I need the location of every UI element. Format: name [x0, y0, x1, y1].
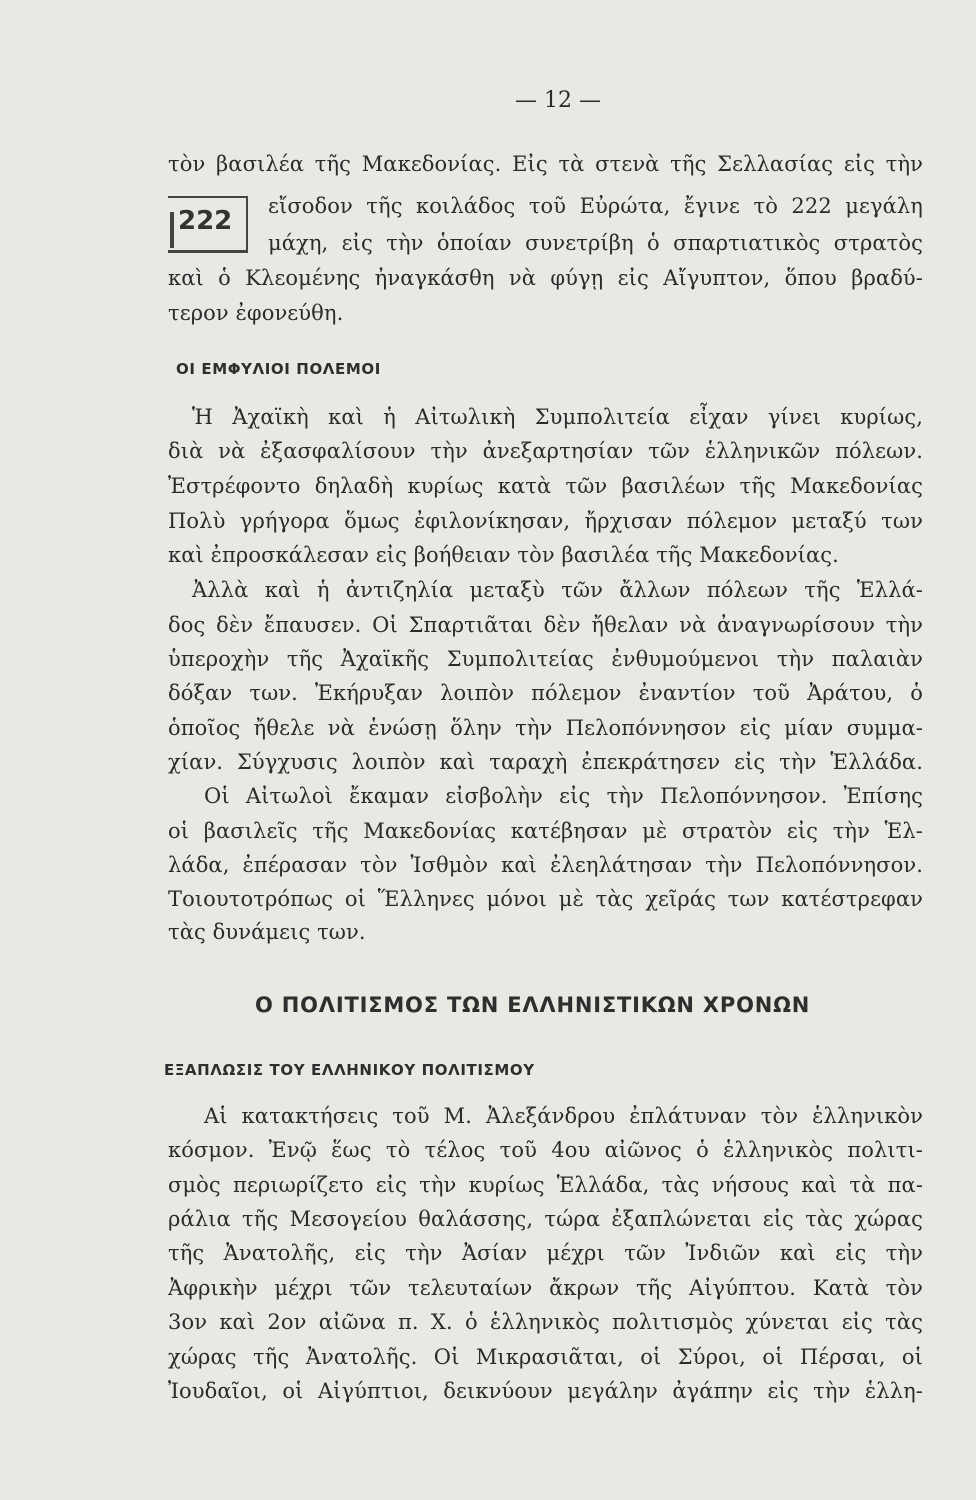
margin-box-bar [170, 212, 174, 248]
text-line: τῆς Ἀνατολῆς, εἰς τὴν Ἀσίαν μέχρι τῶν Ἰνδιῶν καὶ εἰς τὴν [168, 1241, 923, 1265]
text-line: Ἀφρικὴν μέχρι τῶν τελευταίων ἄκρων τῆς Αἰγύπτου. Κατὰ τὸν [168, 1276, 923, 1300]
section-heading: ΕΞΑΠΛΩΣΙΣ ΤΟΥ ΕΛΛΗΝΙΚΟΥ ΠΟΛΙΤΙΣΜΟΥ [164, 1061, 535, 1079]
text-line: Οἱ Αἰτωλοὶ ἔκαμαν εἰσβολὴν εἰς τὴν Πελοπόννησον. Ἐπίσης [204, 784, 923, 808]
text-line: τερον ἐφονεύθη. [168, 301, 344, 325]
text-line: τὸν βασιλέα τῆς Μακεδονίας. Εἰς τὰ στενὰ τῆς Σελλασίας εἰς τὴν [168, 152, 923, 176]
text-line: δος δὲν ἔπαυσεν. Οἱ Σπαρτιᾶται δὲν ἤθελαν νὰ ἀναγνωρίσουν τὴν [168, 613, 923, 637]
text-line: οἱ βασιλεῖς τῆς Μακεδονίας κατέβησαν μὲ στρατὸν εἰς τὴν Ἑλ- [168, 819, 923, 843]
text-line: ὑπεροχὴν τῆς Ἀχαϊκῆς Συμπολιτείας ἐνθυμούμενοι τὴν παλαιὰν [168, 647, 923, 671]
text-line: σμὸς περιωρίζετο εἰς τὴν κυρίως Ἑλλάδα, τὰς νήσους καὶ τὰ πα- [168, 1173, 923, 1197]
text-line: δόξαν των. Ἐκήρυξαν λοιπὸν πόλεμον ἐναντίον τοῦ Ἀράτου, ὁ [168, 681, 923, 705]
text-line: Πολὺ γρήγορα ὅμως ἐφιλονίκησαν, ἤρχισαν πόλεμον μεταξύ των [168, 509, 923, 533]
text-line: διὰ νὰ ἐξασφαλίσουν τὴν ἀνεξαρτησίαν τῶν ἑλληνικῶν πόλεων. [168, 439, 923, 463]
chapter-title: Ο ΠΟΛΙΤΙΣΜΟΣ ΤΩΝ ΕΛΛΗΝΙΣΤΙΚΩΝ ΧΡΟΝΩΝ [255, 993, 811, 1017]
text-line: Ἡ Ἀχαϊκὴ καὶ ἡ Αἰτωλικὴ Συμπολιτεία εἶχαν γίνει κυρίως, [192, 405, 923, 429]
text-line: κόσμον. Ἐνῷ ἕως τὸ τέλος τοῦ 4ου αἰῶνος ὁ ἑλληνικὸς πολιτι- [168, 1138, 923, 1162]
margin-date: 222 [178, 206, 233, 236]
text-line: Ἐστρέφοντο δηλαδὴ κυρίως κατὰ τῶν βασιλέων τῆς Μακεδονίας [168, 474, 923, 498]
section-heading: ΟΙ ΕΜΦΥΛΙΟΙ ΠΟΛΕΜΟΙ [176, 360, 381, 378]
text-line: λάδα, ἐπέρασαν τὸν Ἰσθμὸν καὶ ἐλεηλάτησαν τὴν Πελοπόννησον. [168, 853, 923, 877]
text-line: καὶ ἐπροσκάλεσαν εἰς βοήθειαν τὸν βασιλέα τῆς Μακεδονίας. [168, 543, 839, 567]
text-line: ράλια τῆς Μεσογείου θαλάσσης, τώρα ἐξαπλώνεται εἰς τὰς χώρας [168, 1207, 923, 1231]
text-line: Τοιουτοτρόπως οἱ Ἕλληνες μόνοι μὲ τὰς χεῖράς των κατέστρεφαν [168, 887, 923, 911]
text-line: εἴσοδον τῆς κοιλάδος τοῦ Εὐρώτα, ἔγινε τὸ 222 μεγάλη [268, 194, 923, 218]
text-line: τὰς δυνάμεις των. [168, 920, 366, 944]
text-line: χώρας τῆς Ἀνατολῆς. Οἱ Μικρασιᾶται, οἱ Σύροι, οἱ Πέρσαι, οἱ [168, 1345, 923, 1369]
text-line: Ἀλλὰ καὶ ἡ ἀντιζηλία μεταξὺ τῶν ἄλλων πόλεων τῆς Ἑλλά- [192, 578, 923, 602]
text-line: καὶ ὁ Κλεομένης ἠναγκάσθη νὰ φύγῃ εἰς Αἴγυπτον, ὅπου βραδύ- [168, 266, 923, 290]
text-line: 3ον καὶ 2ον αἰῶνα π. Χ. ὁ ἑλληνικὸς πολιτισμὸς χύνεται εἰς τὰς [168, 1310, 923, 1334]
text-line: Ἰουδαῖοι, οἱ Αἰγύπτιοι, δεικνύουν μεγάλην ἀγάπην εἰς τὴν ἑλλη- [168, 1379, 923, 1403]
text-line: χίαν. Σύγχυσις λοιπὸν καὶ ταραχὴ ἐπεκράτησεν εἰς τὴν Ἑλλάδα. [168, 750, 923, 774]
margin-date-box [168, 196, 248, 250]
page-number: — 12 — [515, 88, 601, 113]
text-line: ὁποῖος ἤθελε νὰ ἑνώσῃ ὅλην τὴν Πελοπόννησον εἰς μίαν συμμα- [168, 716, 923, 740]
text-line: Αἱ κατακτήσεις τοῦ Μ. Ἀλεξάνδρου ἐπλάτυναν τὸν ἑλληνικὸν [204, 1104, 923, 1128]
text-line: μάχη, εἰς τὴν ὁποίαν συνετρίβη ὁ σπαρτιατικὸς στρατὸς [268, 231, 923, 255]
